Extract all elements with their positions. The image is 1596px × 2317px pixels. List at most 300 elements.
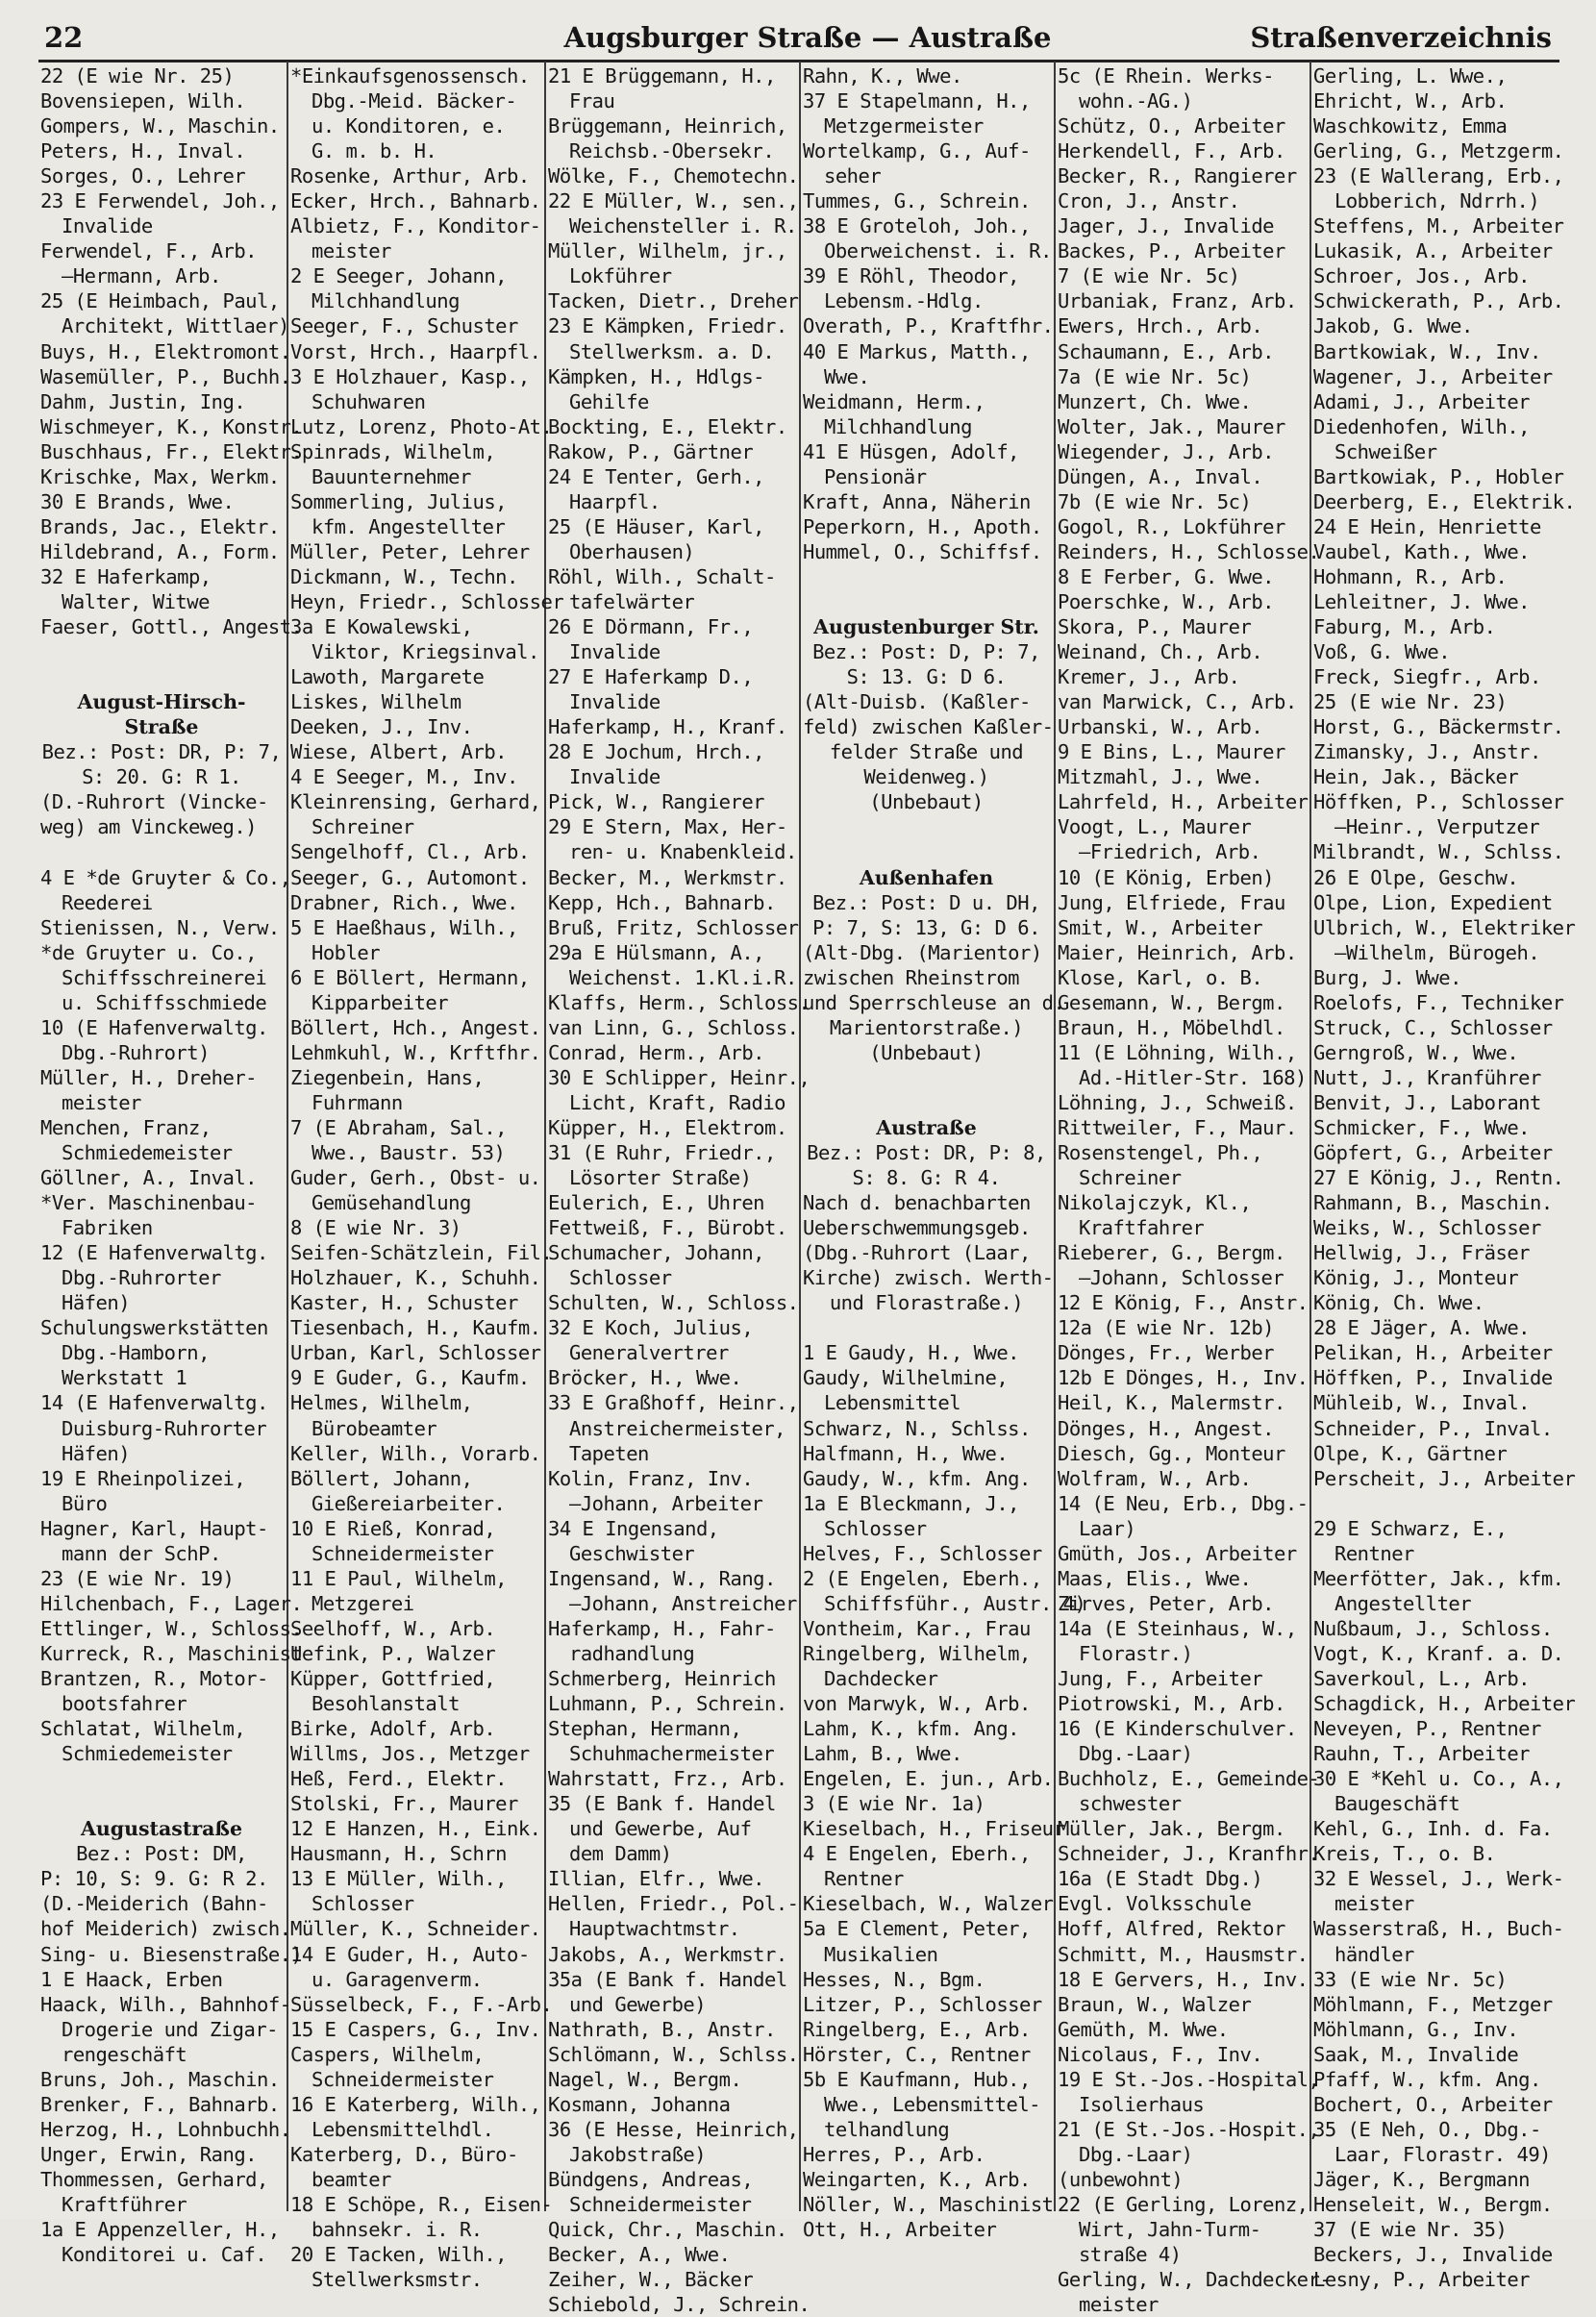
directory-line: Dbg.-Meid. Bäcker- <box>312 89 517 113</box>
directory-line: Haarpfl. <box>569 489 661 513</box>
directory-line: Jakobstraße) <box>569 2142 707 2166</box>
blank-line <box>1313 1491 1561 1516</box>
directory-line: Albietz, F., Konditor- <box>290 214 541 238</box>
directory-line: 11 (E Löhning, Wilh., <box>1058 1040 1297 1064</box>
directory-line: Schmicker, F., Wwe. <box>1313 1115 1530 1139</box>
directory-line: Bartkowiak, W., Inv. <box>1313 339 1541 363</box>
directory-line: Brands, Jac., Elektr. <box>40 514 280 538</box>
directory-line: feld) zwischen Kaßler- <box>803 715 1054 739</box>
directory-column-1 <box>40 63 303 2267</box>
directory-line: Rosenke, Arthur, Arb. <box>290 164 530 188</box>
directory-line: Halfmann, H., Wwe. <box>803 1441 1009 1465</box>
directory-line: 12 (E Hafenverwaltg. <box>40 1241 268 1265</box>
directory-line: Lesny, P., Arbeiter <box>1313 2268 1530 2292</box>
directory-line: Wölke, F., Chemotechn. <box>548 164 799 188</box>
directory-line: 15 E Caspers, G., Inv. <box>290 2017 541 2041</box>
directory-line: Architekt, Wittlaer) <box>62 314 289 338</box>
directory-line: Reichsb.-Obersekr. <box>569 139 775 163</box>
directory-line: (Unbebaut) <box>869 790 984 814</box>
directory-line: Ewers, Hrch., Arb. <box>1058 314 1263 338</box>
directory-line: Waschkowitz, Emma <box>1313 114 1508 138</box>
directory-line: Bez.: Post: DM, <box>76 1842 247 1866</box>
directory-line: Ott, H., Arbeiter <box>803 2218 997 2242</box>
directory-line: 24 E Tenter, Gerh., <box>548 464 764 488</box>
street-heading: Austraße <box>876 1115 977 1139</box>
directory-line: Schwarz, N., Schlss. <box>803 1416 1031 1440</box>
directory-line: beamter <box>312 2167 391 2191</box>
directory-line: Höffken, P., Invalide <box>1313 1366 1553 1390</box>
directory-line: Wasserstraß, H., Buch- <box>1313 1917 1564 1941</box>
directory-line: P: 7, S: 13, G: D 6. <box>812 915 1040 939</box>
directory-line: Schmiedemeister <box>62 1742 233 1766</box>
directory-line: bahnsekr. i. R. <box>312 2218 483 2242</box>
directory-line: Gesemann, W., Bergm. <box>1058 990 1285 1014</box>
column-divider <box>544 62 546 2211</box>
directory-line: straße 4) <box>1079 2243 1182 2267</box>
directory-line: Dbg.-Ruhrort) <box>62 1040 210 1064</box>
directory-line: Milchhandlung <box>824 414 972 438</box>
directory-line: zwischen Rheinstrom <box>803 965 1019 989</box>
directory-line: 25 (E Häuser, Karl, <box>548 514 764 538</box>
directory-line: 35a (E Bank f. Handel <box>548 1967 787 1991</box>
directory-line: *Ver. Maschinenbau- <box>40 1191 257 1215</box>
directory-line: Fuhrmann <box>312 1090 403 1114</box>
directory-line: Burg, J. Wwe. <box>1313 965 1461 989</box>
directory-line: kfm. Angestellter <box>312 514 506 538</box>
directory-line: Ringelberg, Wilhelm, <box>803 1641 1031 1665</box>
directory-line: Weidenweg.) <box>863 765 989 789</box>
directory-line: Haferkamp, H., Fahr- <box>548 1616 776 1640</box>
blank-line <box>40 1791 283 1816</box>
directory-line: 39 E Röhl, Theodor, <box>803 264 1019 288</box>
directory-line: Brüggemann, Heinrich, <box>548 114 787 138</box>
directory-line: S: 8. G: R 4. <box>852 1166 1001 1190</box>
directory-line: Besohlanstalt <box>312 1692 460 1716</box>
directory-line: Mühleib, W., Inval. <box>1313 1391 1530 1415</box>
directory-line: Göllner, A., Inval. <box>40 1166 257 1190</box>
directory-line: 1 E Haack, Erben <box>40 1967 223 1991</box>
directory-line: Bauunternehmer <box>312 464 471 488</box>
directory-line: Schneidermeister <box>312 2067 494 2091</box>
directory-line: Röhl, Wilh., Schalt- <box>548 564 776 588</box>
directory-line: Rauhn, T., Arbeiter <box>1313 1742 1530 1766</box>
directory-line: Gießereiarbeiter. <box>312 1491 506 1515</box>
directory-line: Wolfram, W., Arb. <box>1058 1466 1252 1490</box>
directory-line: Wischmeyer, K., Konstr. <box>40 414 303 438</box>
directory-line: Peters, H., Inval. <box>40 139 246 163</box>
directory-line: (Alt-Duisb. (Kaßler- <box>803 690 1031 714</box>
directory-line: 4 E Engelen, Eberh., <box>803 1842 1031 1866</box>
directory-line: Overath, P., Kraftfhr. <box>803 314 1054 338</box>
directory-line: Hauptwachtmstr. <box>569 1917 740 1941</box>
directory-line: 10 (E König, Erben) <box>1058 865 1274 889</box>
directory-line: Urban, Karl, Schlosser <box>290 1341 541 1365</box>
directory-line: Florastr.) <box>1079 1641 1193 1665</box>
directory-line: 13 E Müller, Wilh., <box>290 1867 507 1891</box>
directory-line: dem Damm) <box>569 1842 672 1866</box>
directory-line: Musikalien <box>824 1942 938 1966</box>
directory-line: 32 E Haferkamp, <box>40 564 212 588</box>
street-heading: August-Hirsch- <box>77 690 246 714</box>
directory-line: Oberhausen) <box>569 539 695 563</box>
directory-line: Faeser, Gottl., Angest. <box>40 615 303 639</box>
directory-line: Brantzen, R., Motor- <box>40 1667 268 1690</box>
directory-line: Metzgerei <box>312 1591 414 1615</box>
directory-line: Henseleit, W., Bergm. <box>1313 2192 1553 2216</box>
blank-line <box>803 564 1050 589</box>
directory-line: Kehl, G., Inh. d. Fa. <box>1313 1817 1553 1841</box>
street-heading: Augustenburger Str. <box>813 615 1039 639</box>
directory-line: Hildebrand, A., Form. <box>40 539 280 563</box>
directory-line: hof Meiderich) zwisch. <box>40 1917 291 1941</box>
directory-line: 24 E Hein, Henriette <box>1313 514 1541 538</box>
directory-line: Schreiner <box>312 815 414 839</box>
directory-line: Voß, G. Wwe. <box>1313 640 1451 664</box>
directory-line: Wahrstatt, Frz., Arb. <box>548 1767 787 1791</box>
directory-line: Wasemüller, P., Buchh. <box>40 364 291 388</box>
directory-line: —Wilhelm, Bürogeh. <box>1334 940 1540 964</box>
directory-line: Ulbrich, W., Elektriker <box>1313 915 1576 939</box>
directory-line: Heß, Ferd., Elektr. <box>290 1767 507 1791</box>
directory-line: Kirche) zwisch. Werth- <box>803 1266 1054 1290</box>
directory-line: Kremer, J., Arb. <box>1058 665 1240 689</box>
directory-line: Klose, Karl, o. B. <box>1058 965 1263 989</box>
directory-line: 33 (E wie Nr. 5c) <box>1313 1967 1508 1991</box>
directory-line: rengeschäft <box>62 2042 187 2066</box>
directory-line: Vogt, K., Kranf. a. D. <box>1313 1641 1564 1665</box>
directory-line: Saverkoul, L., Arb. <box>1313 1667 1530 1690</box>
directory-line: 23 (E Wallerang, Erb., <box>1313 164 1564 188</box>
directory-line: 21 E Brüggemann, H., <box>548 64 776 87</box>
directory-line: 18 E Gervers, H., Inv. <box>1058 1967 1309 1991</box>
directory-line: Schroer, Jos., Arb. <box>1313 264 1530 288</box>
column-divider <box>1054 62 1056 2211</box>
page-number: 22 <box>44 21 84 54</box>
directory-line: 12 E König, F., Anstr. <box>1058 1291 1309 1315</box>
directory-line: Mitzmahl, J., Wwe. <box>1058 765 1263 789</box>
directory-line: Müller, K., Schneider. <box>290 1917 541 1941</box>
directory-line: felder Straße und <box>829 740 1024 764</box>
directory-line: Schiffsschreinerei <box>62 965 267 989</box>
directory-line: Helves, F., Schlosser <box>803 1541 1042 1565</box>
directory-line: Kraftführer <box>62 2192 187 2216</box>
directory-line: Caspers, Wilhelm, <box>290 2042 485 2066</box>
directory-line: Haack, Wilh., Bahnhof- <box>40 1992 291 2016</box>
directory-line: Schneider, J., Kranfhr. <box>1058 1842 1320 1866</box>
directory-line: Schagdick, H., Arbeiter <box>1313 1692 1576 1716</box>
directory-line: Schlömann, W., Schlss. <box>548 2042 799 2066</box>
directory-line: 22 (E Gerling, Lorenz, <box>1058 2192 1309 2216</box>
directory-line: Zeiher, W., Bäcker <box>548 2268 754 2292</box>
directory-line: Tacken, Dietr., Dreher <box>548 289 799 313</box>
directory-line: Sing- u. Biesenstraße.) <box>40 1942 303 1966</box>
directory-line: Conrad, Herm., Arb. <box>548 1040 764 1064</box>
directory-line: Küpper, H., Elektrom. <box>548 1115 787 1139</box>
directory-line: Baugeschäft <box>1334 1792 1460 1816</box>
directory-line: Schlosser <box>824 1516 927 1540</box>
directory-line: 23 E Kämpken, Friedr. <box>548 314 787 338</box>
directory-line: telhandlung <box>824 2117 950 2141</box>
directory-line: Luhmann, P., Schrein. <box>548 1692 787 1716</box>
directory-line: Schlosser <box>312 1892 414 1916</box>
directory-line: Bez.: Post: D u. DH, <box>812 890 1040 914</box>
directory-line: Kaster, H., Schuster <box>290 1291 518 1315</box>
directory-line: Laar) <box>1079 1516 1136 1540</box>
directory-line: 10 E Rieß, Konrad, <box>290 1516 496 1540</box>
directory-line: Pensionär <box>824 464 927 488</box>
directory-line: Frau <box>569 89 615 113</box>
directory-line: Becker, R., Rangierer <box>1058 164 1297 188</box>
directory-line: Lebensmittelhdl. <box>312 2117 494 2141</box>
directory-line: Horst, G., Bäckermstr. <box>1313 715 1564 739</box>
directory-line: 12b E Dönges, H., Inv. <box>1058 1366 1309 1390</box>
directory-line: Viktor, Kriegsinval. <box>312 640 539 664</box>
directory-line: Ehricht, W., Arb. <box>1313 89 1508 113</box>
directory-line: Dickmann, W., Techn. <box>290 564 518 588</box>
directory-line: Nußbaum, J., Schloss. <box>1313 1616 1553 1640</box>
directory-line: 9 E Guder, G., Kaufm. <box>290 1366 530 1390</box>
directory-line: Smit, W., Arbeiter <box>1058 915 1263 939</box>
directory-line: 5a E Clement, Peter, <box>803 1917 1031 1941</box>
directory-line: P: 10, S: 9. G: R 2. <box>40 1867 268 1891</box>
directory-line: Bruß, Fritz, Schlosser <box>548 915 799 939</box>
directory-line: Hohmann, R., Arb. <box>1313 564 1508 588</box>
directory-line: Lebensm.-Hdlg. <box>824 289 984 313</box>
directory-line: 37 (E wie Nr. 35) <box>1313 2218 1508 2242</box>
directory-line: Invalide <box>62 214 153 238</box>
directory-line: Herres, P., Arb. <box>803 2142 985 2166</box>
directory-line: Reinders, H., Schlosse. <box>1058 539 1320 563</box>
directory-line: Kreis, T., o. B. <box>1313 1842 1496 1866</box>
running-title: Augsburger Straße — Austraße <box>563 21 1052 54</box>
column-divider <box>1309 62 1311 2211</box>
directory-line: Hoff, Alfred, Rektor <box>1058 1917 1285 1941</box>
directory-line: Invalide <box>569 640 661 664</box>
directory-line: Dbg.-Ruhrorter <box>62 1266 221 1290</box>
directory-line: 27 E König, J., Rentn. <box>1313 1166 1564 1190</box>
directory-line: Voogt, L., Maurer <box>1058 815 1252 839</box>
directory-line: Rahn, K., Wwe. <box>803 64 962 87</box>
directory-line: 1a E Bleckmann, J., <box>803 1491 1019 1515</box>
directory-line: 26 E Olpe, Geschw. <box>1313 865 1519 889</box>
directory-line: Lawoth, Margarete <box>290 665 485 689</box>
directory-line: Wwe. <box>824 364 870 388</box>
directory-line: Hörster, C., Rentner <box>803 2042 1031 2066</box>
directory-line: Gerling, G., Metzgerm. <box>1313 139 1564 163</box>
directory-line: Nagel, W., Bergm. <box>548 2067 742 2091</box>
directory-line: Skora, P., Maurer <box>1058 615 1252 639</box>
directory-line: Schumacher, Johann, <box>548 1241 764 1265</box>
directory-line: Becker, A., Wwe. <box>548 2243 731 2267</box>
directory-line: Urbaniak, Franz, Arb. <box>1058 289 1297 313</box>
directory-line: Lebensmittel <box>824 1391 961 1415</box>
directory-line: 5c (E Rhein. Werks- <box>1058 64 1274 87</box>
directory-line: Gehilfe <box>569 389 649 413</box>
page-header <box>0 0 1596 60</box>
directory-line: Hein, Jak., Bäcker <box>1313 765 1519 789</box>
directory-line: Deeken, J., Inv. <box>290 715 473 739</box>
directory-line: Cron, J., Anstr. <box>1058 189 1240 213</box>
directory-line: Gaudy, Wilhelmine, <box>803 1366 1009 1390</box>
directory-line: Schlosser <box>569 1266 672 1290</box>
directory-line: Gemüth, M. Wwe. <box>1058 2017 1229 2041</box>
running-head-right: Straßenverzeichnis <box>1250 21 1552 54</box>
directory-line: Konditorei u. Caf. <box>62 2243 267 2267</box>
directory-line: Herkendell, F., Arb. <box>1058 139 1285 163</box>
directory-line: Stienissen, N., Verw. <box>40 915 280 939</box>
directory-line: 23 (E wie Nr. 19) <box>40 1566 235 1590</box>
directory-line: Braun, W., Walzer <box>1058 1992 1252 2016</box>
directory-line: —Heinr., Verputzer <box>1334 815 1540 839</box>
directory-line: Schreiner <box>1079 1166 1182 1190</box>
directory-line: Dachdecker <box>824 1667 938 1690</box>
directory-line: Gaudy, W., kfm. Ang. <box>803 1466 1031 1490</box>
directory-line: Göpfert, G., Arbeiter <box>1313 1141 1553 1165</box>
directory-line: 36 (E Hesse, Heinrich, <box>548 2117 799 2141</box>
directory-line: Meerfötter, Jak., kfm. <box>1313 1566 1564 1590</box>
directory-line: Kieselbach, W., Walzer <box>803 1892 1054 1916</box>
directory-line: Klaffs, Herm., Schloss. <box>548 990 810 1014</box>
directory-line: Haferkamp, H., Kranf. <box>548 715 787 739</box>
directory-line: Kämpken, H., Hdlgs- <box>548 364 764 388</box>
directory-line: Rakow, P., Gärtner <box>548 439 754 463</box>
directory-line: Nikolajczyk, Kl., <box>1058 1191 1252 1215</box>
blank-line <box>803 1090 1050 1115</box>
directory-line: 3a E Kowalewski, <box>290 615 473 639</box>
directory-line: Schneidermeister <box>312 1541 494 1565</box>
directory-line: 10 (E Hafenverwaltg. <box>40 1015 268 1039</box>
directory-line: meister <box>62 1090 141 1114</box>
blank-line <box>803 1065 1050 1090</box>
directory-line: Schneider, P., Inval. <box>1313 1416 1553 1440</box>
directory-line: Milbrandt, W., Schlss. <box>1313 840 1564 864</box>
directory-line: Zirves, Peter, Arb. <box>1058 1591 1274 1615</box>
directory-line: 5 E Haeßhaus, Wilh., <box>290 915 518 939</box>
directory-line: schwester <box>1079 1792 1182 1816</box>
directory-line: Wirt, Jahn-Turm- <box>1079 2218 1261 2242</box>
directory-line: van Marwick, C., Arb. <box>1058 690 1297 714</box>
directory-line: Faburg, M., Arb. <box>1313 615 1496 639</box>
directory-line: Gerngroß, W., Wwe. <box>1313 1040 1519 1064</box>
directory-line: 38 E Groteloh, Joh., <box>803 214 1031 238</box>
directory-line: Guder, Gerh., Obst- u. <box>290 1166 541 1190</box>
directory-line: von Marwyk, W., Arb. <box>803 1692 1031 1716</box>
directory-line: 30 E Brands, Wwe. <box>40 489 235 513</box>
directory-line: 30 E Schlipper, Heinr., <box>548 1065 810 1089</box>
directory-line: Lobberich, Ndrrh.) <box>1334 189 1540 213</box>
directory-line: —Johann, Schlosser <box>1079 1266 1284 1290</box>
directory-line: Milchhandlung <box>312 289 460 313</box>
directory-line: Laar, Florastr. 49) <box>1334 2142 1551 2166</box>
directory-line: Weichenst. 1.Kl.i.R. <box>569 965 797 989</box>
directory-line: 18 E Schöpe, R., Eisen- <box>290 2192 553 2216</box>
directory-line: Kleinrensing, Gerhard, <box>290 790 541 814</box>
directory-line: u. Schiffsschmiede <box>62 990 267 1014</box>
directory-line: und Sperrschleuse an d. <box>803 990 1065 1014</box>
directory-line: Duisburg-Ruhrorter <box>62 1416 267 1440</box>
directory-line: Helmes, Wilhelm, <box>290 1391 473 1415</box>
blank-line <box>803 839 1050 864</box>
directory-line: Schaumann, E., Arb. <box>1058 339 1274 363</box>
directory-line: Zimansky, J., Anstr. <box>1313 740 1541 764</box>
directory-line: Kolin, Franz, Inv. <box>548 1466 754 1490</box>
directory-line: Jung, Elfriede, Frau <box>1058 890 1285 914</box>
directory-line: Gogol, R., Lokführer <box>1058 514 1285 538</box>
directory-line: Weiks, W., Schlosser <box>1313 1216 1541 1240</box>
directory-line: Rentner <box>1334 1541 1414 1565</box>
directory-line: Rittweiler, F., Maur. <box>1058 1115 1297 1139</box>
directory-line: Weinand, Ch., Arb. <box>1058 640 1263 664</box>
directory-line: Kipparbeiter <box>312 990 449 1014</box>
directory-line: Buys, H., Elektromont. <box>40 339 291 363</box>
directory-line: Rahmann, B., Maschin. <box>1313 1191 1553 1215</box>
directory-line: Vaubel, Kath., Wwe. <box>1313 539 1530 563</box>
directory-line: 7b (E wie Nr. 5c) <box>1058 489 1252 513</box>
directory-line: 32 E Koch, Julius, <box>548 1316 754 1340</box>
directory-line: Kepp, Hch., Bahnarb. <box>548 890 776 914</box>
directory-line: Schiffsführ., Austr. 4) <box>824 1591 1086 1615</box>
directory-line: wohn.-AG.) <box>1079 89 1193 113</box>
directory-line: Gompers, W., Maschin. <box>40 114 280 138</box>
directory-line: Litzer, P., Schlosser <box>803 1992 1042 2016</box>
directory-line: Rosenstengel, Ph., <box>1058 1141 1263 1165</box>
directory-line: Munzert, Ch. Wwe. <box>1058 389 1252 413</box>
directory-line: Jäger, K., Bergmann <box>1313 2167 1530 2191</box>
directory-line: Diedenhofen, Wilh., <box>1313 414 1530 438</box>
directory-line: Lukasik, A., Arbeiter <box>1313 239 1553 263</box>
directory-line: Heil, K., Malermstr. <box>1058 1391 1285 1415</box>
directory-line: Wagener, J., Arbeiter <box>1313 364 1553 388</box>
directory-line: Gemüsehandlung <box>312 1191 471 1215</box>
directory-line: meister <box>1334 1892 1414 1916</box>
directory-line: tafelwärter <box>569 589 695 613</box>
directory-line: Müller, Peter, Lehrer <box>290 539 530 563</box>
directory-line: Stolski, Fr., Maurer <box>290 1792 518 1816</box>
directory-line: 29 E Schwarz, E., <box>1313 1516 1508 1540</box>
directory-line: 28 E Jäger, A. Wwe. <box>1313 1316 1530 1340</box>
directory-line: Vorst, Hrch., Haarpfl. <box>290 339 541 363</box>
directory-line: Freck, Siegfr., Arb. <box>1313 665 1541 689</box>
directory-line: Schuhmachermeister <box>569 1742 775 1766</box>
directory-line: Gmüth, Jos., Arbeiter <box>1058 1541 1297 1565</box>
directory-line: Willms, Jos., Metzger <box>290 1742 530 1766</box>
directory-line: Müller, Jak., Bergm. <box>1058 1817 1285 1841</box>
directory-line: 16a (E Stadt Dbg.) <box>1058 1867 1263 1891</box>
directory-line: Süsselbeck, F., F.-Arb. <box>290 1992 553 2016</box>
directory-line: Sommerling, Julius, <box>290 489 507 513</box>
directory-line: Bartkowiak, P., Hobler <box>1313 464 1564 488</box>
directory-line: mann der SchP. <box>62 1541 221 1565</box>
directory-line: Dönges, H., Angest. <box>1058 1416 1274 1440</box>
directory-line: Ziegenbein, Hans, <box>290 1065 485 1089</box>
directory-line: Büro <box>62 1491 108 1515</box>
directory-line: (D.-Ruhrort (Vincke- <box>40 790 268 814</box>
directory-line: Hummel, O., Schiffsf. <box>803 539 1042 563</box>
directory-line: 14a (E Steinhaus, W., <box>1058 1616 1297 1640</box>
directory-line: Kraft, Anna, Näherin <box>803 489 1031 513</box>
directory-line: Angestellter <box>1334 1591 1472 1615</box>
directory-line: Lahm, K., kfm. Ang. <box>803 1717 1019 1741</box>
directory-line: 30 E *Kehl u. Co., A., <box>1313 1767 1564 1791</box>
directory-line: 23 E Ferwendel, Joh., <box>40 189 280 213</box>
directory-line: Dbg.-Laar) <box>1079 2142 1193 2166</box>
directory-line: Häfen) <box>62 1441 131 1465</box>
directory-line: Weingarten, K., Arb. <box>803 2167 1031 2191</box>
directory-line: Müller, H., Dreher- <box>40 1065 257 1089</box>
directory-line: Kosmann, Johanna <box>548 2092 731 2116</box>
directory-line: Dönges, Fr., Werber <box>1058 1341 1274 1365</box>
directory-line: Saak, M., Invalide <box>1313 2042 1519 2066</box>
